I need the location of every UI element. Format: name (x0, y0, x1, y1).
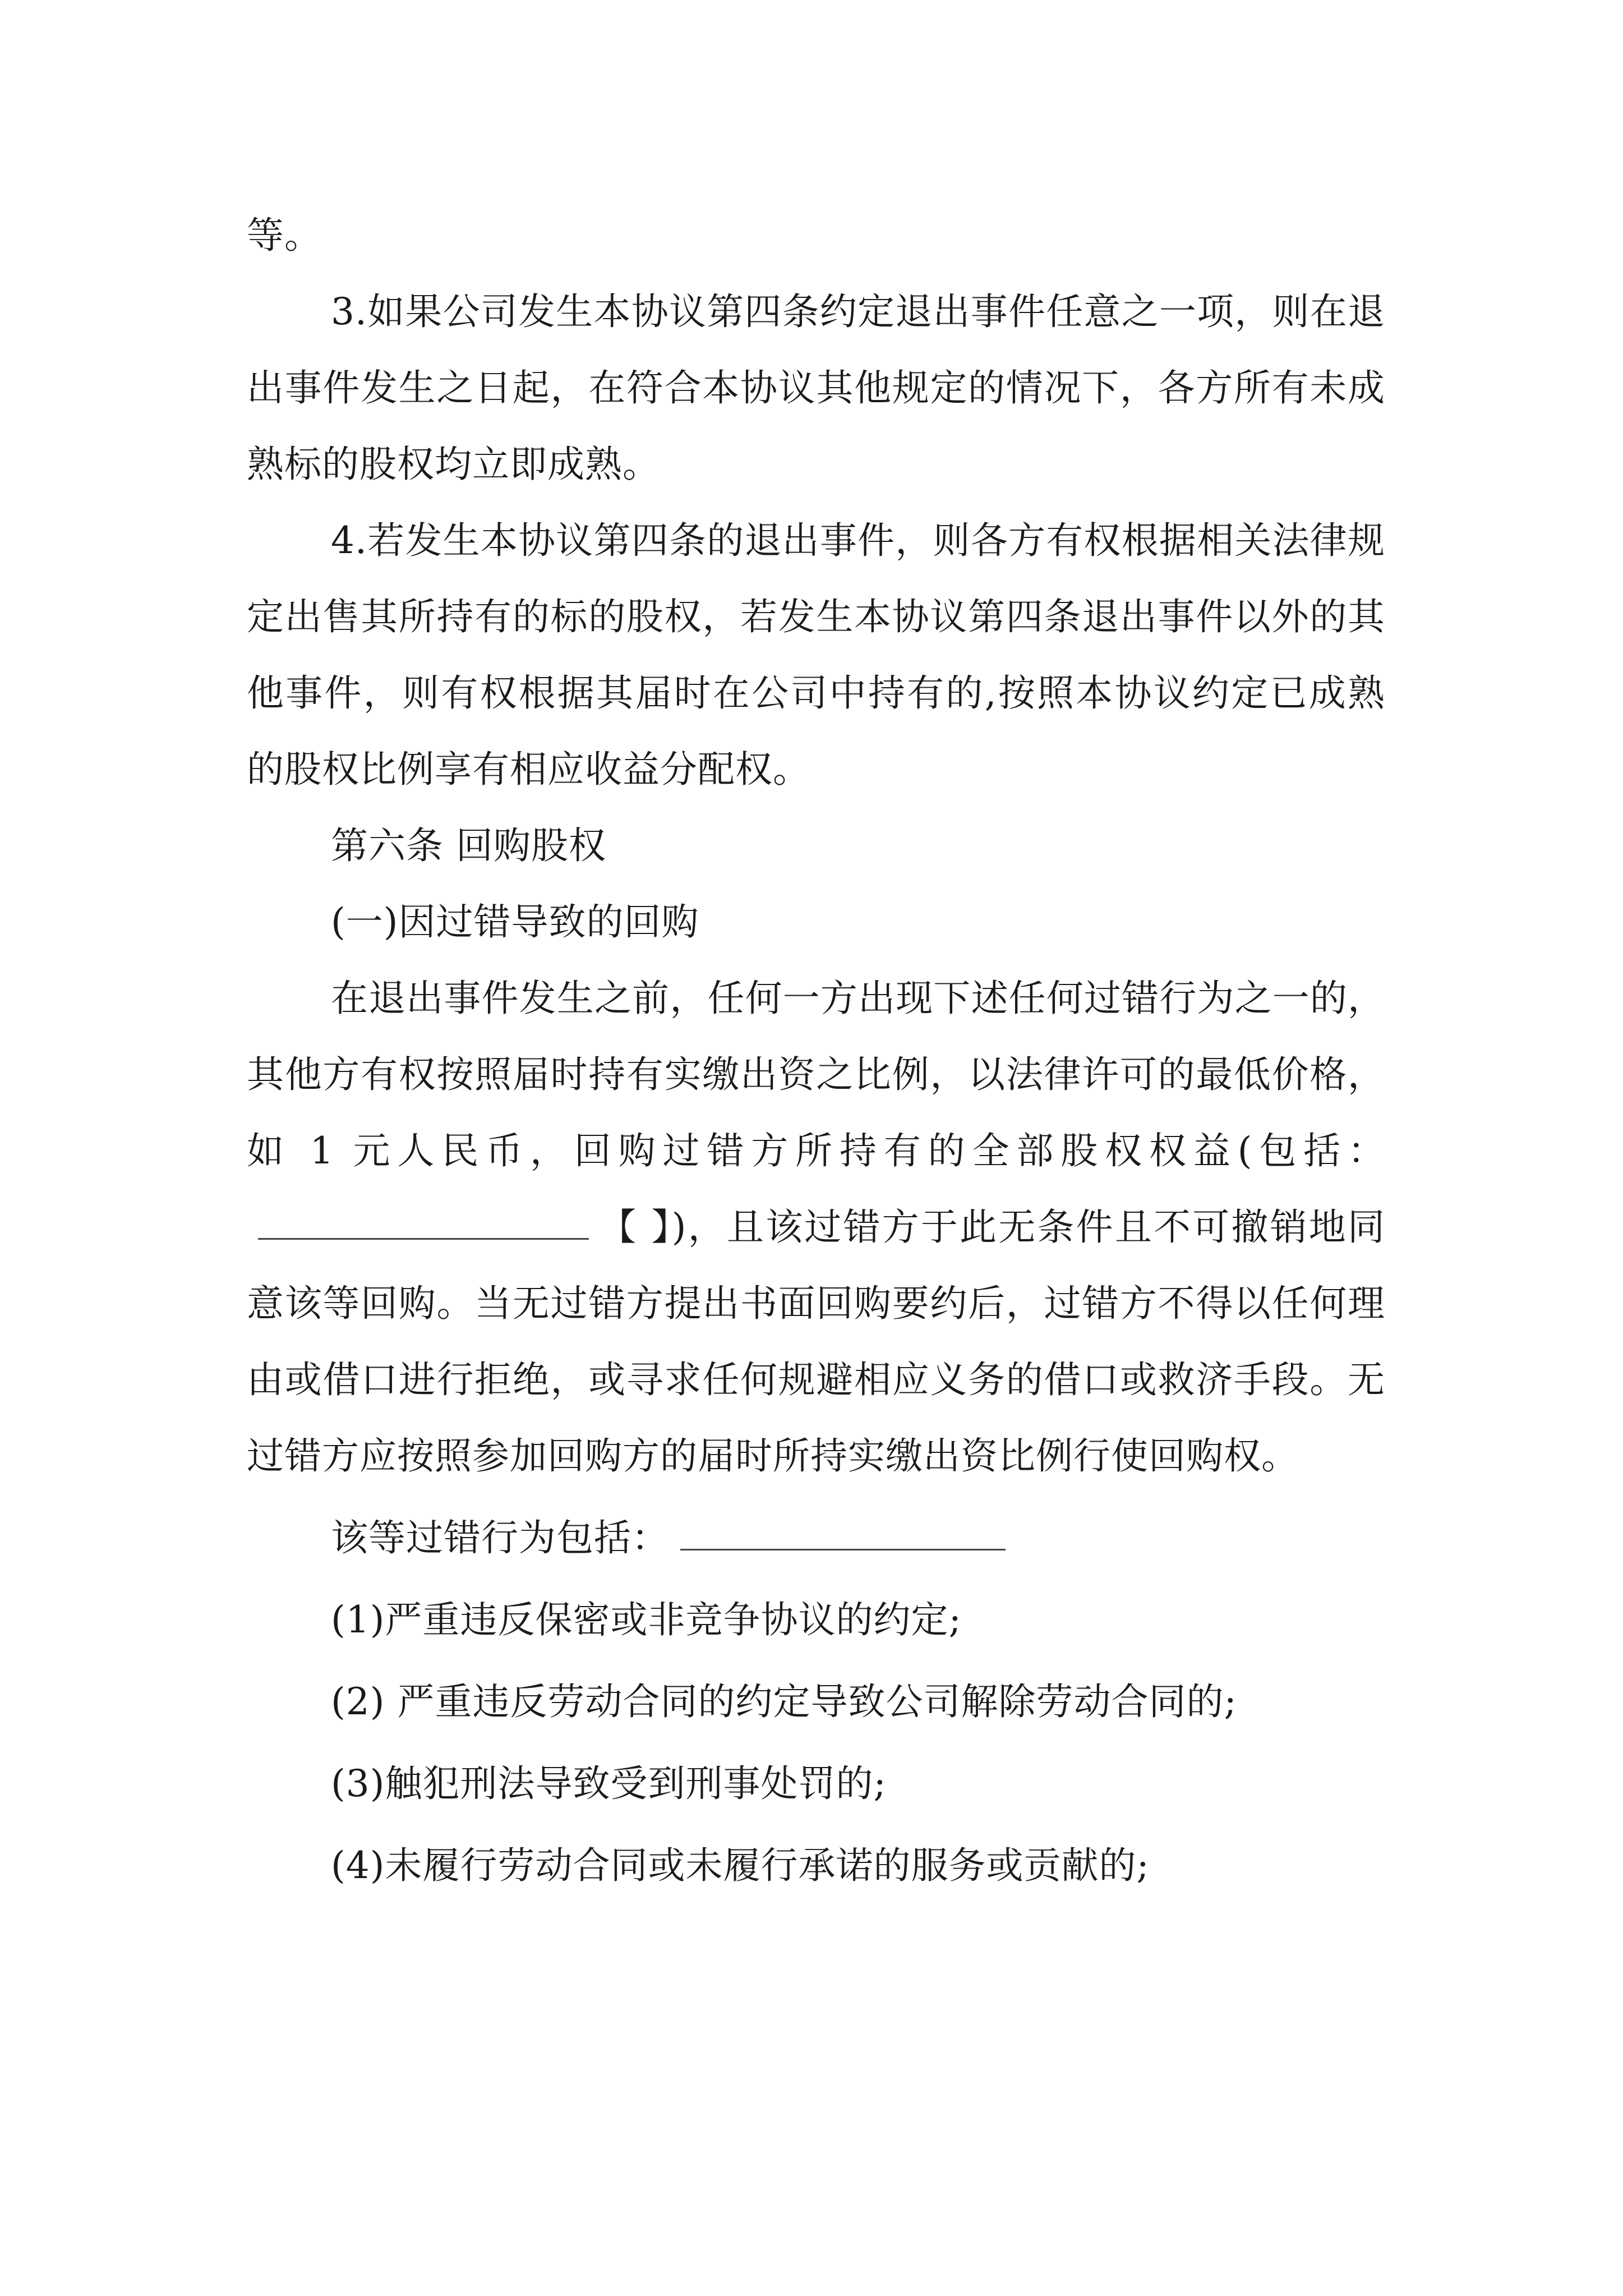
repurchase-paragraph (247, 960, 1385, 1494)
clause-5-item-3: 3.如果公司发生本协议第四条约定退出事件任意之一项，则在退出事件发生之日起，在符合本协议其他规定的情况下，各方所有未成熟标的股权均立即成熟。 (247, 290, 1385, 486)
fault-item-4: (4)未履行劳动合同或未履行承诺的服务或贡献的; (331, 1844, 1150, 1887)
fault-behaviors-intro (247, 1500, 1385, 1576)
article-6-heading: 第六条 回购股权 (331, 824, 606, 867)
fault-item-2: (2) 严重违反劳动合同的约定导致公司解除劳动合同的; (331, 1680, 1237, 1723)
fault-item-1: (1)严重违反保密或非竞争协议的约定; (331, 1598, 962, 1641)
section-1-heading: (一)因过错导致的回购 (331, 900, 699, 944)
fill-in-blank[interactable] (258, 1207, 589, 1240)
paragraph-continuation: 等。 (247, 214, 322, 257)
repurchase-text-part1: 在退出事件发生之前，任何一方出现下述任何过错行为之一的，其他方有权按照届时持有实缴出资之比例，以法律许可的最低价格，如 1 元人民币，回购过错方所持有的全部股权权益(包括： (247, 977, 1385, 1172)
clause-5-item-4: 4.若发生本协议第四条的退出事件，则各方有权根据相关法律规定出售其所持有的标的股权，若发生本协议第四条退出事件以外的其他事件，则有权根据其届时在公司中持有的,按照本协议约定已成熟的股权比例享有相应收益分配权。 (247, 519, 1385, 791)
document-body (247, 197, 1385, 1904)
fault-behaviors-label: 该等过错行为包括： (331, 1516, 669, 1559)
repurchase-text-part2: 【 】)，且该过错方于此无条件且不可撤销地同意该等回购。当无过错方提出书面回购要约后，过错方不得以任何理由或借口进行拒绝，或寻求任何规避相应义务的借口或救济手段。无过错方应按照参加回购方的届时所持实缴出资比例行使回购权。 (247, 1205, 1385, 1478)
fault-item-3: (3)触犯刑法导致受到刑事处罚的; (331, 1762, 887, 1805)
fill-in-blank-2[interactable] (680, 1517, 1006, 1550)
